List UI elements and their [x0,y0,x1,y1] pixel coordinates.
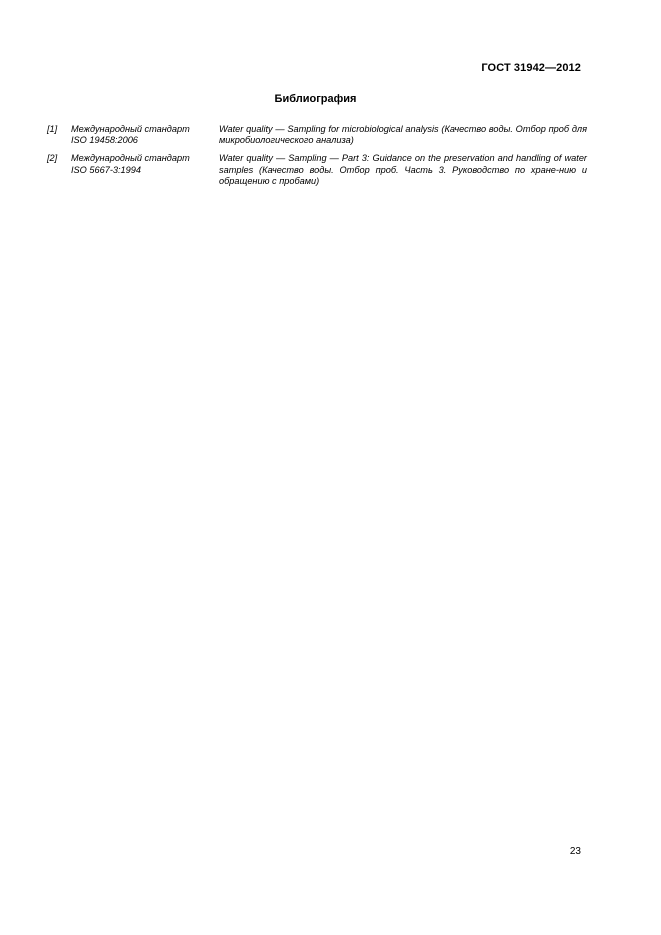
bibliography-entry [47,124,587,146]
page-number: 23 [569,846,581,857]
entry-ref-type: Международный стандарт [71,153,190,164]
entry-ref-type: Международный стандарт [71,124,190,134]
entry-reference [71,124,219,146]
entry-description: Water quality — Sampling for microbiological analysis (Качество воды. Отбор проб для микробиологического анализа) [219,124,587,146]
bibliography-entry [47,153,587,187]
bibliography-list [47,124,587,194]
entry-number: [2] [47,153,58,164]
entry-ref-code: ISO 5667-3:1994 [71,164,141,175]
entry-number: [1] [47,124,58,134]
section-title: Библиография [274,93,357,105]
entry-reference [71,153,219,187]
entry-ref-code: ISO 19458:2006 [71,135,138,146]
document-id: ГОСТ 31942—2012 [481,62,581,74]
entry-description: Water quality — Sampling — Part 3: Guidance on the preservation and handling of water samples (Качество воды. Отбор проб. Часть 3. Руководство по хране-нию и обращению с пробами) [219,153,587,186]
